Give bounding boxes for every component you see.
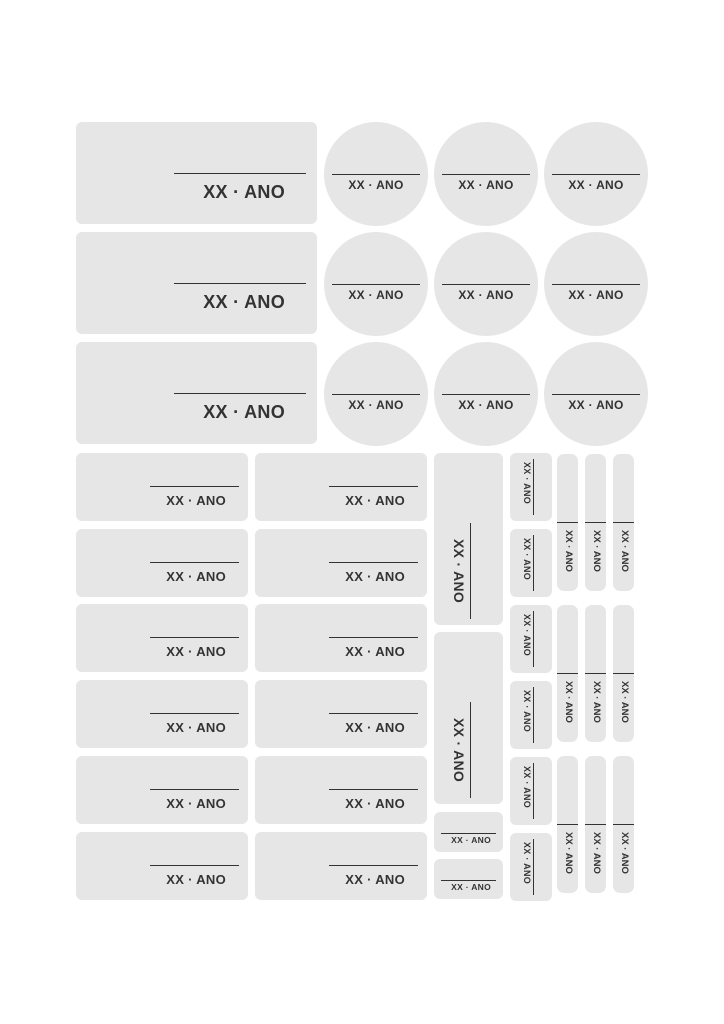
narrow-label-3 bbox=[510, 605, 552, 673]
pill-label-6-line bbox=[613, 673, 634, 674]
medium-label-9-line bbox=[329, 637, 418, 638]
medium-label-3 bbox=[76, 604, 248, 672]
pill-label-8 bbox=[585, 756, 606, 893]
round-label-6-text: XX · ANO bbox=[568, 288, 624, 302]
narrow-label-4-text: XX · ANO bbox=[522, 690, 532, 733]
pill-label-6-text: XX · ANO bbox=[619, 681, 630, 723]
narrow-label-6-line bbox=[533, 839, 534, 895]
large-label-1 bbox=[76, 122, 317, 224]
narrow-label-6 bbox=[510, 833, 552, 901]
pill-label-9-text: XX · ANO bbox=[619, 832, 630, 874]
narrow-label-3-line bbox=[533, 611, 534, 667]
narrow-label-2-text: XX · ANO bbox=[522, 538, 532, 581]
round-label-3-line bbox=[552, 174, 640, 175]
medium-label-11-line bbox=[329, 789, 418, 790]
pill-label-9-line bbox=[613, 824, 634, 825]
tall-label-2-line bbox=[470, 702, 471, 798]
round-label-4-line bbox=[332, 284, 420, 285]
tall-label-2-text: XX · ANO bbox=[451, 718, 467, 783]
small-label-1-line bbox=[441, 833, 496, 834]
round-label-5 bbox=[434, 232, 538, 336]
medium-label-9-text: XX · ANO bbox=[345, 644, 405, 659]
round-label-1-text: XX · ANO bbox=[348, 178, 404, 192]
narrow-label-1-text: XX · ANO bbox=[522, 462, 532, 505]
narrow-label-4 bbox=[510, 681, 552, 749]
medium-label-4-text: XX · ANO bbox=[166, 720, 226, 735]
pill-label-4-text: XX · ANO bbox=[563, 681, 574, 723]
large-label-3-text: XX · ANO bbox=[203, 402, 285, 422]
pill-label-4 bbox=[557, 605, 578, 742]
small-label-1-text: XX · ANO bbox=[451, 835, 491, 845]
small-label-2-line bbox=[441, 880, 496, 881]
round-label-7-line bbox=[332, 394, 420, 395]
medium-label-6 bbox=[76, 832, 248, 900]
medium-label-2-text: XX · ANO bbox=[166, 569, 226, 584]
pill-label-9 bbox=[613, 756, 634, 893]
round-label-8 bbox=[434, 342, 538, 446]
medium-label-4 bbox=[76, 680, 248, 748]
medium-label-9 bbox=[255, 604, 427, 672]
medium-label-6-text: XX · ANO bbox=[166, 872, 226, 887]
round-label-7 bbox=[324, 342, 428, 446]
medium-label-12-line bbox=[329, 865, 418, 866]
pill-label-8-line bbox=[585, 824, 606, 825]
large-label-2 bbox=[76, 232, 317, 334]
small-label-2 bbox=[434, 859, 503, 899]
round-label-1-line bbox=[332, 174, 420, 175]
pill-label-3-line bbox=[613, 522, 634, 523]
narrow-label-2-line bbox=[533, 535, 534, 591]
medium-label-8 bbox=[255, 529, 427, 597]
small-label-2-text: XX · ANO bbox=[451, 882, 491, 892]
pill-label-5-text: XX · ANO bbox=[591, 681, 602, 723]
round-label-9 bbox=[544, 342, 648, 446]
round-label-3 bbox=[544, 122, 648, 226]
narrow-label-2 bbox=[510, 529, 552, 597]
large-label-3 bbox=[76, 342, 317, 444]
pill-label-2 bbox=[585, 454, 606, 591]
round-label-9-line bbox=[552, 394, 640, 395]
medium-label-4-line bbox=[150, 713, 239, 714]
medium-label-8-line bbox=[329, 562, 418, 563]
large-label-1-line bbox=[174, 173, 306, 174]
pill-label-6 bbox=[613, 605, 634, 742]
medium-label-1-line bbox=[150, 486, 239, 487]
medium-label-1 bbox=[76, 453, 248, 521]
pill-label-4-line bbox=[557, 673, 578, 674]
medium-label-11 bbox=[255, 756, 427, 824]
round-label-4-text: XX · ANO bbox=[348, 288, 404, 302]
pill-label-2-line bbox=[585, 522, 606, 523]
narrow-label-3-text: XX · ANO bbox=[522, 614, 532, 657]
pill-label-2-text: XX · ANO bbox=[591, 530, 602, 572]
medium-label-10-text: XX · ANO bbox=[345, 720, 405, 735]
medium-label-3-line bbox=[150, 637, 239, 638]
round-label-9-text: XX · ANO bbox=[568, 398, 624, 412]
round-label-2-text: XX · ANO bbox=[458, 178, 514, 192]
medium-label-7 bbox=[255, 453, 427, 521]
large-label-3-line bbox=[174, 393, 306, 394]
large-label-1-text: XX · ANO bbox=[203, 182, 285, 202]
round-label-4 bbox=[324, 232, 428, 336]
medium-label-3-text: XX · ANO bbox=[166, 644, 226, 659]
round-label-8-text: XX · ANO bbox=[458, 398, 514, 412]
narrow-label-6-text: XX · ANO bbox=[522, 842, 532, 885]
narrow-label-5 bbox=[510, 757, 552, 825]
medium-label-12 bbox=[255, 832, 427, 900]
medium-label-10-line bbox=[329, 713, 418, 714]
medium-label-5-text: XX · ANO bbox=[166, 796, 226, 811]
round-label-7-text: XX · ANO bbox=[348, 398, 404, 412]
medium-label-6-line bbox=[150, 865, 239, 866]
medium-label-5 bbox=[76, 756, 248, 824]
tall-label-1-line bbox=[470, 523, 471, 619]
medium-label-10 bbox=[255, 680, 427, 748]
tall-label-2 bbox=[434, 632, 503, 804]
medium-label-2 bbox=[76, 529, 248, 597]
pill-label-1 bbox=[557, 454, 578, 591]
large-label-2-text: XX · ANO bbox=[203, 292, 285, 312]
pill-label-5 bbox=[585, 605, 606, 742]
pill-label-7-line bbox=[557, 824, 578, 825]
medium-label-7-text: XX · ANO bbox=[345, 493, 405, 508]
medium-label-12-text: XX · ANO bbox=[345, 872, 405, 887]
narrow-label-5-text: XX · ANO bbox=[522, 766, 532, 809]
round-label-3-text: XX · ANO bbox=[568, 178, 624, 192]
medium-label-8-text: XX · ANO bbox=[345, 569, 405, 584]
round-label-8-line bbox=[442, 394, 530, 395]
pill-label-5-line bbox=[585, 673, 606, 674]
pill-label-7 bbox=[557, 756, 578, 893]
small-label-1 bbox=[434, 812, 503, 852]
tall-label-1 bbox=[434, 453, 503, 625]
round-label-6 bbox=[544, 232, 648, 336]
round-label-6-line bbox=[552, 284, 640, 285]
narrow-label-1 bbox=[510, 453, 552, 521]
medium-label-11-text: XX · ANO bbox=[345, 796, 405, 811]
round-label-2 bbox=[434, 122, 538, 226]
round-label-2-line bbox=[442, 174, 530, 175]
tall-label-1-text: XX · ANO bbox=[451, 539, 467, 604]
narrow-label-1-line bbox=[533, 459, 534, 515]
round-label-5-line bbox=[442, 284, 530, 285]
medium-label-5-line bbox=[150, 789, 239, 790]
pill-label-8-text: XX · ANO bbox=[591, 832, 602, 874]
narrow-label-5-line bbox=[533, 763, 534, 819]
medium-label-7-line bbox=[329, 486, 418, 487]
narrow-label-4-line bbox=[533, 687, 534, 743]
pill-label-1-line bbox=[557, 522, 578, 523]
medium-label-1-text: XX · ANO bbox=[166, 493, 226, 508]
pill-label-7-text: XX · ANO bbox=[563, 832, 574, 874]
round-label-5-text: XX · ANO bbox=[458, 288, 514, 302]
pill-label-3 bbox=[613, 454, 634, 591]
pill-label-3-text: XX · ANO bbox=[619, 530, 630, 572]
large-label-2-line bbox=[174, 283, 306, 284]
pill-label-1-text: XX · ANO bbox=[563, 530, 574, 572]
round-label-1 bbox=[324, 122, 428, 226]
medium-label-2-line bbox=[150, 562, 239, 563]
